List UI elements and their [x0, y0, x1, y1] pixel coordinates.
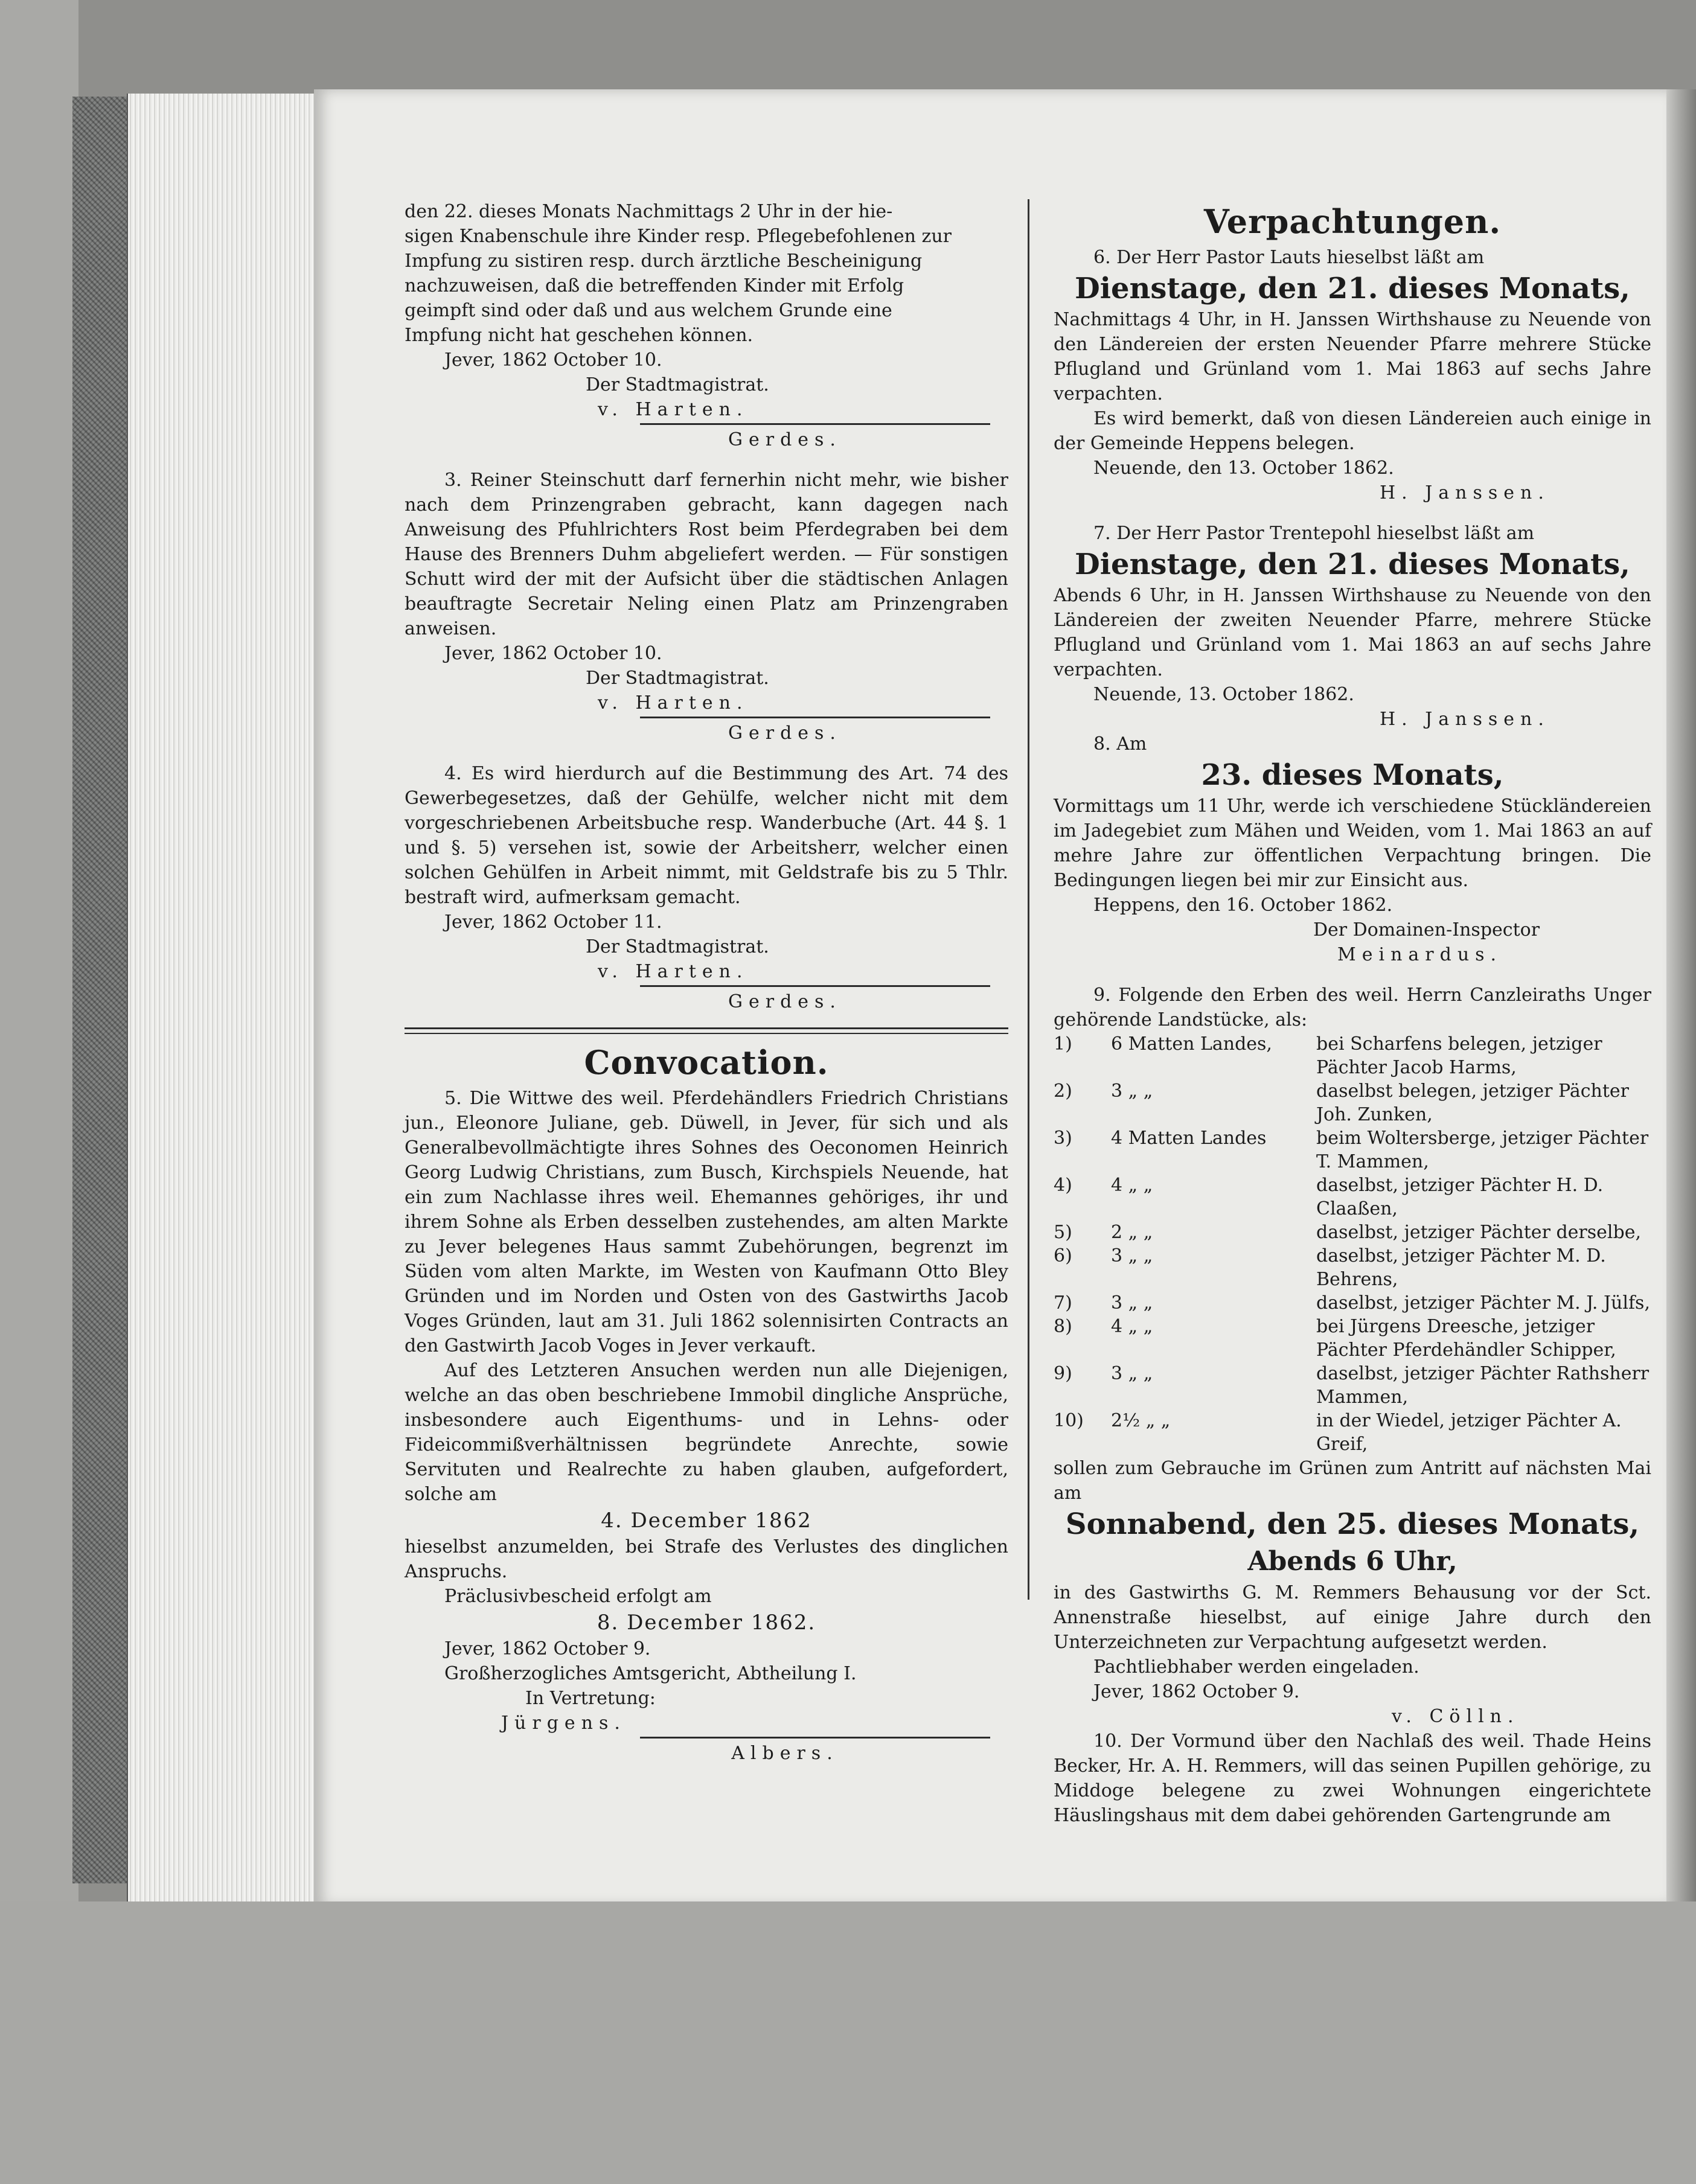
place-date: Heppens, den 16. October 1862. — [1093, 895, 1393, 916]
authority: Großherzogliches Amtsgericht, Abtheilung I. — [444, 1663, 857, 1684]
place-date: Neuende, den 13. October 1862. — [1093, 458, 1394, 479]
table-row — [1054, 1032, 1651, 1079]
section-separator — [405, 1027, 1008, 1034]
notice-line: Impfung zu sistiren resp. durch ärztliche Bescheinigung — [405, 251, 923, 272]
notice-8-text: Vormittags um 11 Uhr, werde ich verschiedene Stückländereien im Jadegebiet zum Mähen und Weiden, vom 1. Mai 1863 an auf mehre Jahre zur öffentlichen Verpachtung bringen. Die Bedingungen liegen bei mir zur Einsicht aus. — [1054, 796, 1651, 891]
authority: Der Domainen-Inspector — [1313, 919, 1540, 940]
notice-intro — [405, 199, 1008, 348]
parcel-description: beim Woltersberge, jetziger Pächter T. Mammen, — [1316, 1128, 1649, 1172]
notice-5-text-2: Auf des Letzteren Ansuchen werden nun alle Diejenigen, welche an das oben beschriebene Immobil dingliche Ansprüche, insbesondere auch Eigenthums- und in Lehns- oder Fideicommißverhältnissen begründete Anrechte, sowie Servituten und Realrechte zu haben glauben, aufgefordert, solche am — [405, 1360, 1008, 1505]
notice-line: Impfung nicht hat geschehen können. — [405, 325, 754, 346]
table-row — [1054, 1173, 1651, 1221]
table-row — [1054, 1291, 1651, 1315]
signature: Gerdes. — [728, 991, 842, 1012]
parcel-number: 10) — [1054, 1410, 1084, 1431]
table-row — [1054, 1315, 1651, 1362]
parcel-number: 1) — [1054, 1033, 1072, 1055]
signature-rule — [640, 1737, 990, 1739]
signature: v. Harten. — [598, 961, 749, 982]
table-row — [1054, 1126, 1651, 1173]
parcel-amount: 2 „ „ — [1111, 1222, 1153, 1243]
notice-10-text: 10. Der Vormund über den Nachlaß des weil. Thade Heins Becker, Hr. A. H. Remmers, will das seinen Pupillen gehörige, zu Middoge belegene zu zwei Wohnungen eingerichtete Häuslingshaus mit dem dabei gehörenden Gartengrunde am — [1054, 1731, 1651, 1826]
notice-8-intro: 8. Am — [1093, 733, 1147, 755]
parcel-number: 5) — [1054, 1222, 1072, 1243]
parcel-amount: 2½ „ „ — [1111, 1410, 1171, 1431]
parcel-number: 9) — [1054, 1363, 1072, 1384]
parcel-number: 7) — [1054, 1292, 1072, 1314]
notice-7-text: Abends 6 Uhr, in H. Janssen Wirthshause zu Neuende von den Ländereien der zweiten Neuender Pfarre, mehrere Stücke Pflugland und Grünland vom 1. Mai 1863 an auf sechs Jahre verpachten. — [1054, 585, 1651, 680]
parcel-amount: 3 „ „ — [1111, 1363, 1153, 1384]
parcel-amount: 3 „ „ — [1111, 1081, 1153, 1102]
place-date: Jever, 1862 October 10. — [444, 350, 662, 371]
table-row — [1054, 1362, 1651, 1409]
spacer — [405, 746, 1008, 761]
notice-6-text: Nachmittags 4 Uhr, in H. Janssen Wirthshause zu Neuende von den Ländereien der ersten Neuender Pfarre mehrere Stücke Pflugland und Grünland vom 1. Mai 1863 auf sechs Jahre verpachten. — [1054, 309, 1651, 404]
notice-5-text-3: hieselbst anzumelden, bei Strafe des Verlustes des dinglichen Anspruchs. — [405, 1536, 1008, 1582]
leases-heading: Verpachtungen. — [1203, 202, 1502, 241]
parcel-description: in der Wiedel, jetziger Pächter A. Greif, — [1316, 1410, 1622, 1455]
parcel-description: bei Scharfens belegen, jetziger Pächter Jacob Harms, — [1316, 1033, 1602, 1078]
table-row — [1054, 1244, 1651, 1291]
convocation-date: 4. December 1862 — [601, 1509, 812, 1533]
notice-line: geimpft sind oder daß und aus welchem Grunde eine — [405, 300, 892, 321]
parcel-number: 8) — [1054, 1316, 1072, 1337]
parcel-amount: 4 Matten Landes — [1111, 1128, 1267, 1149]
notice-6-text-2: Es wird bemerkt, daß von diesen Ländereien auch einige in der Gemeinde Heppens belegen. — [1054, 408, 1651, 454]
spacer — [1054, 505, 1651, 521]
signature: v. Harten. — [598, 399, 749, 420]
left-column — [405, 199, 1008, 1766]
table-row — [1054, 1409, 1651, 1456]
authority: Der Stadtmagistrat. — [586, 374, 769, 395]
signature: H. Janssen. — [1380, 709, 1550, 730]
parcel-amount: 3 „ „ — [1111, 1245, 1153, 1266]
right-column — [1054, 199, 1651, 1828]
signature: Meinardus. — [1337, 944, 1503, 965]
signature-rule — [640, 985, 990, 987]
land-parcel-table — [1054, 1032, 1651, 1456]
notice-7-intro: 7. Der Herr Pastor Trentepohl hieselbst läßt am — [1093, 523, 1535, 544]
parcel-description: daselbst, jetziger Pächter Rathsherr Mammen, — [1316, 1363, 1650, 1408]
parcel-amount: 3 „ „ — [1111, 1292, 1153, 1314]
place-date: Jever, 1862 October 9. — [1093, 1681, 1300, 1702]
signature: Jürgens. — [501, 1713, 626, 1734]
notice-6-intro: 6. Der Herr Pastor Lauts hieselbst läßt am — [1093, 247, 1485, 268]
notice-9-text-2: in des Gastwirths G. M. Remmers Behausung vor der Sct. Annenstraße hieselbst, auf einige Jahre durch den Unterzeichneten zur Verpachtung aufgesetzt werden. — [1054, 1582, 1651, 1653]
signature-rule — [640, 423, 990, 425]
column-divider — [1028, 199, 1029, 1600]
authority: Der Stadtmagistrat. — [586, 668, 769, 689]
authority: Der Stadtmagistrat. — [586, 936, 769, 957]
signature: v. Cölln. — [1392, 1706, 1520, 1727]
signature: v. Harten. — [598, 692, 749, 714]
place-date: Neuende, 13. October 1862. — [1093, 684, 1354, 705]
scanner-bottom — [0, 1901, 1696, 2184]
notice-9-date: Sonnabend, den 25. dieses Monats, — [1065, 1507, 1640, 1541]
notice-8-date: 23. dieses Monats, — [1201, 758, 1504, 792]
parcel-amount: 6 Matten Landes, — [1111, 1033, 1272, 1055]
signature: Gerdes. — [728, 723, 842, 744]
convocation-heading: Convocation. — [584, 1043, 829, 1082]
place-date: Jever, 1862 October 11. — [444, 912, 662, 933]
table-row — [1054, 1221, 1651, 1244]
parcel-number: 6) — [1054, 1245, 1072, 1266]
notice-3-text: 3. Reiner Steinschutt darf fernerhin nicht mehr, wie bisher nach dem Prinzengraben gebracht, kann dagegen nach Anweisung des Pfuhlrichters Rost beim Pferdegraben bei dem Hause des Brenners Duhm abgeliefert werden. — Für sonstigen Schutt wird der mit der Aufsicht über die städtischen Anlagen beauftragte Secretair Neling einen Platz am Prinzengraben anweisen. — [405, 470, 1008, 639]
signature: H. Janssen. — [1380, 482, 1550, 503]
notice-9-intro: 9. Folgende den Erben des weil. Herrn Canzleiraths Unger gehörende Landstücke, als: — [1054, 985, 1651, 1030]
parcel-number: 4) — [1054, 1175, 1072, 1196]
page-right-edge — [1666, 89, 1696, 1906]
signature-rule — [640, 717, 990, 718]
table-row — [1054, 1079, 1651, 1126]
notice-5-text: 5. Die Wittwe des weil. Pferdehändlers Friedrich Christians jun., Eleonore Juliane, geb. Düwell, in Jever, für sich und als Generalbevollmächtigte ihres Sohnes des Oeconomen Heinrich Georg Ludwig Christians, zum Busch, Kirchspiels Neuende, hat ein zum Nachlasse ihres weil. Ehemannes gehöriges, ihr und ihrem Sohne als Erben desselben zustehendes, am alten Markte zu Jever belegenes Haus sammt Zubehörungen, begrenzt im Süden vom alten Markte, im Westen von Kaufmann Otto Bley Gründen und im Norden und Osten von des Gastwirths Jacob Voges Gründen, laut am 31. Juli 1862 solennisirten Contracts an den Gastwirth Jacob Voges in Jever verkauft. — [405, 1088, 1008, 1356]
parcel-number: 2) — [1054, 1081, 1072, 1102]
parcel-description: daselbst, jetziger Pächter M. D. Behrens, — [1316, 1245, 1606, 1290]
notice-line: den 22. dieses Monats Nachmittags 2 Uhr in der hie- — [405, 201, 893, 222]
preclusion-date: 8. December 1862. — [597, 1611, 816, 1635]
notice-9-text-3: Pachtliebhaber werden eingeladen. — [1093, 1656, 1419, 1678]
notice-6-date: Dienstage, den 21. dieses Monats, — [1075, 272, 1630, 305]
notice-7-date: Dienstage, den 21. dieses Monats, — [1075, 548, 1630, 581]
parcel-description: bei Jürgens Dreesche, jetziger Pächter Pferdehändler Schipper, — [1316, 1316, 1616, 1361]
parcel-number: 3) — [1054, 1128, 1072, 1149]
signature: Gerdes. — [728, 429, 842, 450]
parcel-amount: 4 „ „ — [1111, 1175, 1153, 1196]
parcel-description: daselbst, jetziger Pächter H. D. Claaßen, — [1316, 1175, 1604, 1219]
notice-9-time: Abends 6 Uhr, — [1247, 1546, 1458, 1577]
parcel-amount: 4 „ „ — [1111, 1316, 1153, 1337]
place-date: Jever, 1862 October 9. — [444, 1638, 651, 1659]
page-edges — [127, 94, 321, 1901]
notice-4-text: 4. Es wird hierdurch auf die Bestimmung des Art. 74 des Gewerbegesetzes, daß der Gehülfe, welcher nicht mit dem vorgeschriebenen Arbeitsbuche resp. Wanderbuche (Art. 44 §. 1 und §. 5) versehen ist, sowie der Arbeitsherr, welcher einen solchen Gehülfen in Arbeit nimmt, mit Geldstrafe bis zu 5 Thlr. bestraft wird, aufmerksam gemacht. — [405, 763, 1008, 908]
parcel-description: daselbst belegen, jetziger Pächter Joh. Zunken, — [1316, 1081, 1630, 1125]
parcel-description: daselbst, jetziger Pächter derselbe, — [1316, 1222, 1641, 1243]
notice-9-text: sollen zum Gebrauche im Grünen zum Antritt auf nächsten Mai am — [1054, 1458, 1651, 1504]
notice-line: sigen Knabenschule ihre Kinder resp. Pflegebefohlenen zur — [405, 226, 952, 247]
scanner-background — [0, 0, 78, 2184]
notice-5-text-4: Präclusivbescheid erfolgt am — [444, 1586, 712, 1607]
spacer — [405, 452, 1008, 468]
notice-line: nachzuweisen, daß die betreffenden Kinder mit Erfolg — [405, 275, 904, 296]
parcel-description: daselbst, jetziger Pächter M. J. Jülfs, — [1316, 1292, 1650, 1314]
spacer — [1054, 967, 1651, 983]
representation-note: In Vertretung: — [525, 1688, 656, 1709]
signature: Albers. — [731, 1743, 839, 1764]
place-date: Jever, 1862 October 10. — [444, 643, 662, 664]
